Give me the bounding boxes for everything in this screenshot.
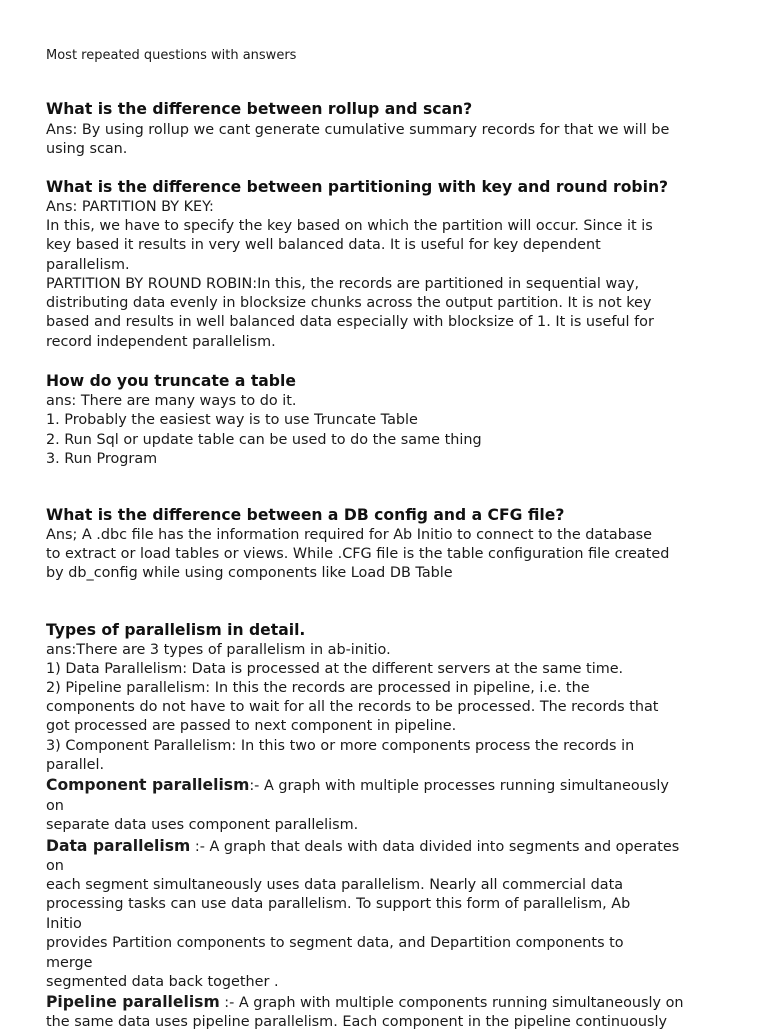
answer-line: record independent parallelism. xyxy=(46,334,276,350)
definition-text: :- A graph that deals with data divided into segments and operates xyxy=(190,839,680,855)
question-heading: How do you truncate a table xyxy=(46,372,296,390)
answer-line: Ans: PARTITION BY KEY: xyxy=(46,199,214,215)
definition-line: merge xyxy=(46,955,93,971)
definition-term: Component parallelism xyxy=(46,776,250,794)
definition-term: Data parallelism xyxy=(46,837,191,855)
answer-line: key based it results in very well balanced data. It is useful for key dependent xyxy=(46,237,601,253)
answer-line: based and results in well balanced data especially with blocksize of 1. It is useful for xyxy=(46,314,654,330)
answer-line: 3) Component Parallelism: In this two or more components process the records in xyxy=(46,738,635,754)
answer-line: In this, we have to specify the key based on which the partition will occur. Since it is xyxy=(46,218,653,234)
answer-line: 3. Run Program xyxy=(46,451,158,467)
definition-line: separate data uses component parallelism. xyxy=(46,817,359,833)
definition-term: Pipeline parallelism xyxy=(46,993,220,1011)
document-header: Most repeated questions with answers xyxy=(46,48,297,63)
definition-first-line xyxy=(46,776,669,796)
definition-first-line xyxy=(46,993,684,1013)
answer-line: PARTITION BY ROUND ROBIN:In this, the records are partitioned in sequential way, xyxy=(46,276,640,292)
definition-line: on xyxy=(46,798,64,814)
answer-line: got processed are passed to next component in pipeline. xyxy=(46,718,457,734)
question-heading: What is the difference between rollup and scan? xyxy=(46,100,473,118)
answer-line: Ans: By using rollup we cant generate cumulative summary records for that we will be xyxy=(46,122,670,138)
answer-line: ans:There are 3 types of parallelism in ab-initio. xyxy=(46,642,391,658)
question-heading: What is the difference between partitioning with key and round robin? xyxy=(46,178,669,196)
answer-line: 1. Probably the easiest way is to use Truncate Table xyxy=(46,412,418,428)
definition-line: segmented data back together . xyxy=(46,974,279,990)
definition-first-line xyxy=(46,837,679,857)
definition-line: on xyxy=(46,858,64,874)
answer-line: components do not have to wait for all the records to be processed. The records that xyxy=(46,699,659,715)
answer-line: 2) Pipeline parallelism: In this the records are processed in pipeline, i.e. the xyxy=(46,680,590,696)
answer-line: parallel. xyxy=(46,757,105,773)
definition-line: each segment simultaneously uses data parallelism. Nearly all commercial data xyxy=(46,877,624,893)
definition-text: :- A graph with multiple components running simultaneously on xyxy=(219,995,684,1011)
answer-line: to extract or load tables or views. While .CFG file is the table configuration file created xyxy=(46,546,670,562)
question-heading: Types of parallelism in detail. xyxy=(46,621,306,639)
answer-line: by db_config while using components like Load DB Table xyxy=(46,565,453,581)
question-heading: What is the difference between a DB config and a CFG file? xyxy=(46,506,565,524)
definition-line: Initio xyxy=(46,916,82,932)
answer-line: ans: There are many ways to do it. xyxy=(46,393,297,409)
definition-text: :- A graph with multiple processes running simultaneously xyxy=(249,778,669,794)
answer-line: distributing data evenly in blocksize chunks across the output partition. It is not key xyxy=(46,295,652,311)
answer-line: 2. Run Sql or update table can be used to do the same thing xyxy=(46,432,482,448)
definition-line: provides Partition components to segment data, and Departition components to xyxy=(46,935,624,951)
answer-line: parallelism. xyxy=(46,257,130,273)
definition-line: processing tasks can use data parallelism. To support this form of parallelism, Ab xyxy=(46,896,631,912)
answer-line: 1) Data Parallelism: Data is processed at the different servers at the same time. xyxy=(46,661,624,677)
answer-line: using scan. xyxy=(46,141,128,157)
answer-line: Ans; A .dbc file has the information required for Ab Initio to connect to the database xyxy=(46,527,653,543)
definition-line: the same data uses pipeline parallelism. Each component in the pipeline continuously xyxy=(46,1014,668,1030)
